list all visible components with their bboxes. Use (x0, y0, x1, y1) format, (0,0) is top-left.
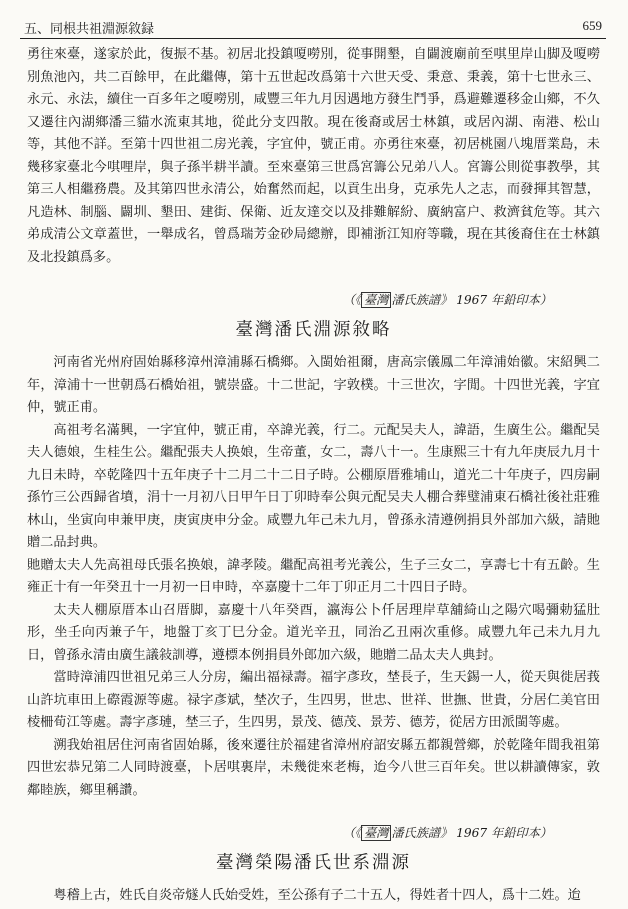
section-heading: 五、同根共祖淵源敘録 (24, 22, 155, 37)
paragraph: 溯我始祖居住河南省固始縣，後來遷往於福建省漳州府詔安縣五都親營鄉，於乾隆年間我祖第四世宏恭兄第二人同時渡臺，卜居唭裏岸，未幾徙來老梅，迨今八世三百年矣。世以耕讀傳家，敦鄰睦族，鄉里稱讚。 (27, 737, 600, 798)
running-header (20, 14, 606, 39)
citation-rest: 潘氏族譜》 1967 年鉛印本） (391, 826, 552, 840)
paragraph: 太夫人棚原厝本山召厝脚，嘉慶十八年癸酉，瀛海公卜仟居理岸草舖綺山之陽穴喝彌勅猛肚形，坐壬向丙兼子午，地盤丁亥丁巳分金。道光辛丑，同治乙丑兩次重修。咸豐九年己未九月九日，曾孫永清由廣生議敍訓導，遵標本例捐員外郎加六級，貤贈二品太夫人典封。 (27, 602, 600, 663)
page-number: 659 (582, 18, 602, 33)
source-citation (27, 824, 600, 842)
page-content (27, 44, 600, 908)
citation-rest: 潘氏族譜》 1967 年鉛印本） (391, 293, 552, 307)
paragraph: 當時漳浦四世祖兄弟三人分房，編出福禄壽。福字彥玫，埜長子，生天錫一人，從天與徙居莪山許坑車田上磜霞源等處。禄字彥斌，埜次子，生四男，世忠、世祥、世撫、世貴，分居仁美官田棱柵荀江等處。壽字彥璉，埜三子，生四男，景茂、德茂、景芳、德芳，從居方田派閩等處。 (27, 670, 600, 730)
citation-boxed-word: 臺灣 (361, 292, 391, 308)
citation-boxed-word: 臺灣 (361, 825, 391, 841)
citation-prefix: （《 (342, 293, 361, 307)
paragraph: 貤贈太夫人先高祖母氏張名换娘，諱孝陵。繼配高祖考光義公，生子三女二，享壽七十有五齡。生雍正十有一年癸丑十一月初一日申時，卒嘉慶十二年丁卯正月二十四日子時。 (27, 557, 600, 595)
article-title: 臺灣潘氏淵源敘略 (235, 320, 392, 340)
paragraph: 高祖考名滿興，一字宜仲，號正甫，卒諱光義，行二。元配吴夫人，諱語，生廣生公。繼配吴夫人德娘，生桂生公。繼配張夫人换娘，生帝董，女二，壽八十一。生康熙三十有九年庚辰九月十九日未時，卒乾隆四十五年庚子十二月二十二日子時。公棚原厝雅埔山，道光二十年庚子，四房嗣孫竹三公西歸省墳，涓十一月初八日甲午日丁卯時奉公與元配吴夫人棚合葬璧浦東石橋社後社莊雅林山，坐寅向申兼甲庚，庚寅庚申分金。咸豐九年己未九月，曾孫永清遵例捐貝外部加六級，請貤贈二品封典。 (27, 422, 600, 550)
paragraph: 河南省光州府固始縣移漳州漳浦縣石橋鄉。入閩始祖爾，唐高宗儀鳳二年漳浦始徽。宋紹興二年，漳浦十一世朝爲石橋始祖，號崇盛。十二世記，字敦樸。十三世次，字閒。十四世光義，字宜仲，號正甫。 (27, 355, 600, 415)
paragraph: 粤稽上古，姓氏自炎帝燧人氏始受姓，至公孫有子二十五人，得姓者十四人，爲十二姓。迨 (53, 888, 581, 903)
citation-prefix: （《 (342, 826, 361, 840)
paragraph: 勇往來臺，遂家於此，復振不基。初居北投鎮嗄嘮別，從事開墾，自闢渡廟前至唭里岸山脚及嗄嘮別魚池內，共二百餘甲，在此繼傳，第十五世起改爲第十六世天受、秉意、秉義，第十七世永三、永元、永法，續住一百多年之嗄嘮別，咸豐三年九月因遇地方發生鬥爭，爲避難遷移金山鄉，不久又遷往內湖鄉潘三貓水流東其地，從此分支四散。現在後裔或居士林鎮，或居內湖、南港、松山等，其他不詳。至第十四世祖二房光義，字宜仲，號正甫。亦勇往來臺，初居桃園八塊厝業島，未幾移家臺北今唭哩岸，與子孫半耕半讀。至來臺第三世爲宮籌公兄弟八人。宮籌公則從事教學，其第三人相繼務農。及其第四世永清公，始奮然而起，以貢生出身，克承先人之志，而發揮其智慧，凡造林、制腦、闢圳、墾田、建街、保衛、近友達交以及排難解紛、廣納富户、救濟貧危等。其六弟成清公文章蓋世，一舉成名，曾爲瑞芳金砂局總辦，即補浙江知府等職，現在其後裔住在士林鎮及北投鎮爲多。 (27, 47, 600, 265)
source-citation (27, 291, 600, 309)
article-title: 臺灣榮陽潘氏世系淵源 (216, 853, 411, 873)
